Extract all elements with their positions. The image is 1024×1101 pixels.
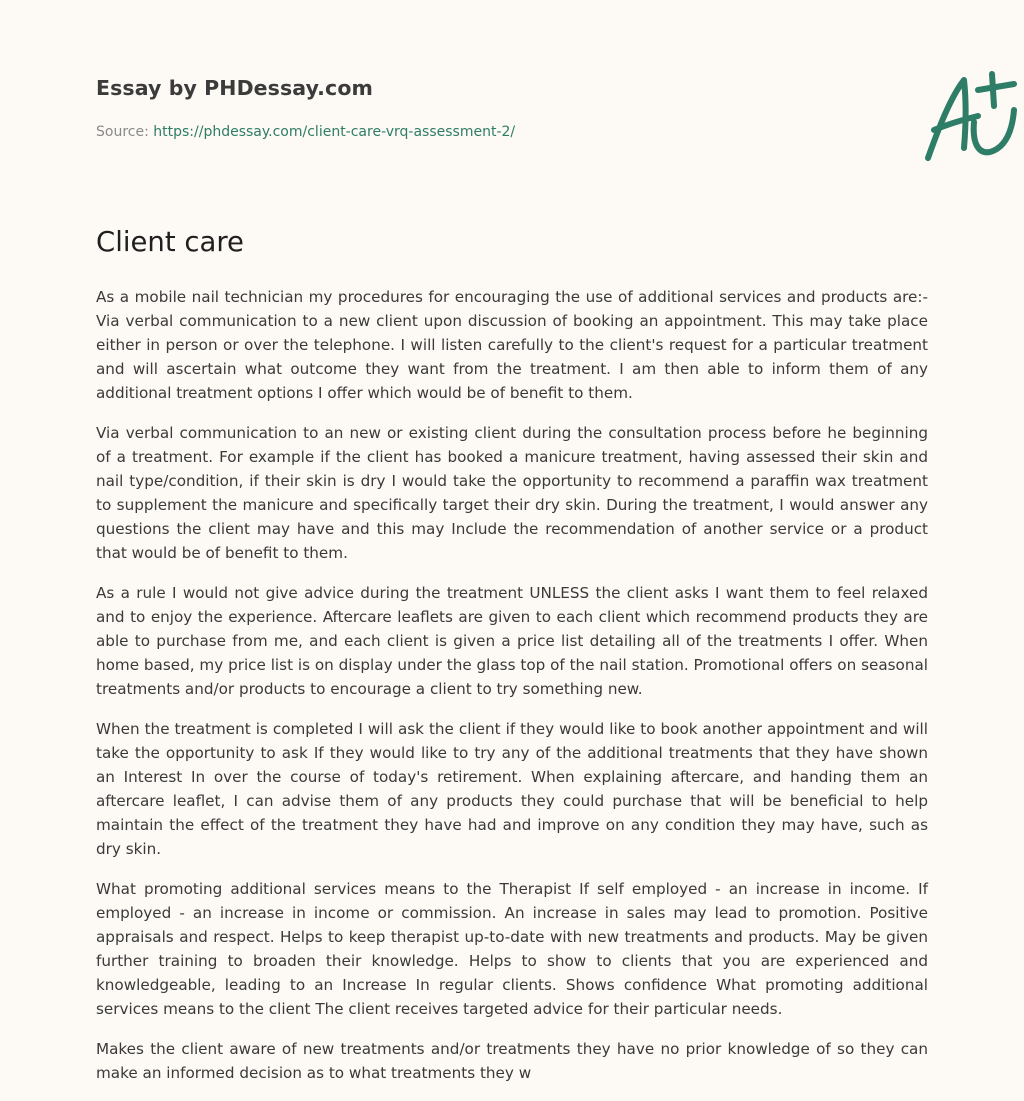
essay-paragraph: Makes the client aware of new treatments and/or treatments they have no prior knowledge of so they can make an informed decision as to what treatments they w (96, 1040, 928, 1082)
essay-paragraph: What promoting additional services means to the Therapist If self employed - an increase in income. If employed - an increase in income or commission. An increase in sales may lead to promotion. Positive appraisals and respect. Helps to keep therapist up-to-date with new treatments and products. May be given further training to broaden their knowledge. Helps to show to clients that you are experienced and knowledgeable, leading to an Increase In regular clients. Shows confidence What promoting additional services means to the client The client receives targeted advice for their particular needs. (96, 880, 928, 1018)
source-label: Source: (96, 124, 149, 140)
essay-paragraph: When the treatment is completed I will ask the client if they would like to book another appointment and will take the opportunity to ask If they would like to try any of the additional treatments that they have shown an Interest In over the course of today's retirement. When explaining aftercare, and handing them an aftercare leaflet, I can advise them of any products they could purchase that will be beneficial to help maintain the effect of the treatment they have had and improve on any condition they may have, such as dry skin. (96, 720, 928, 858)
essay-paragraph: As a rule I would not give advice during the treatment UNLESS the client asks I want them to feel relaxed and to enjoy the experience. Aftercare leaflets are given to each client which recommend products they are able to purchase from me, and each client is given a price list detailing all of the treatments I offer. When home based, my price list is on display under the glass top of the nail station. Promotional offers on seasonal treatments and/or products to encourage a client to try something new. (96, 584, 928, 698)
essay-paragraph: As a mobile nail technician my procedures for encouraging the use of additional services and products are:- Via verbal communication to a new client upon discussion of booking an appointment. This may take place either in person or over the telephone. I will listen carefully to the client's request for a particular treatment and will ascertain what outcome they want from the treatment. I am then able to inform them of any additional treatment options I offer which would be of benefit to them. (96, 288, 928, 402)
site-brand: Essay by PHDessay.com (96, 76, 373, 100)
essay-paragraph: Via verbal communication to an new or existing client during the consultation process before he beginning of a treatment. For example if the client has booked a manicure treatment, having assessed their skin and nail type/condition, if their skin is dry I would take the opportunity to recommend a paraffin wax treatment to supplement the manicure and specifically target their dry skin. During the treatment, I would answer any questions the client may have and this may Include the recommendation of another service or a product that would be of benefit to them. (96, 424, 928, 562)
a-plus-grade-icon (914, 68, 1024, 164)
source-link[interactable]: https://phdessay.com/client-care-vrq-assessment-2/ (153, 124, 516, 140)
essay-body (96, 285, 928, 1101)
source-line (96, 124, 515, 140)
essay-title: Client care (96, 226, 244, 258)
